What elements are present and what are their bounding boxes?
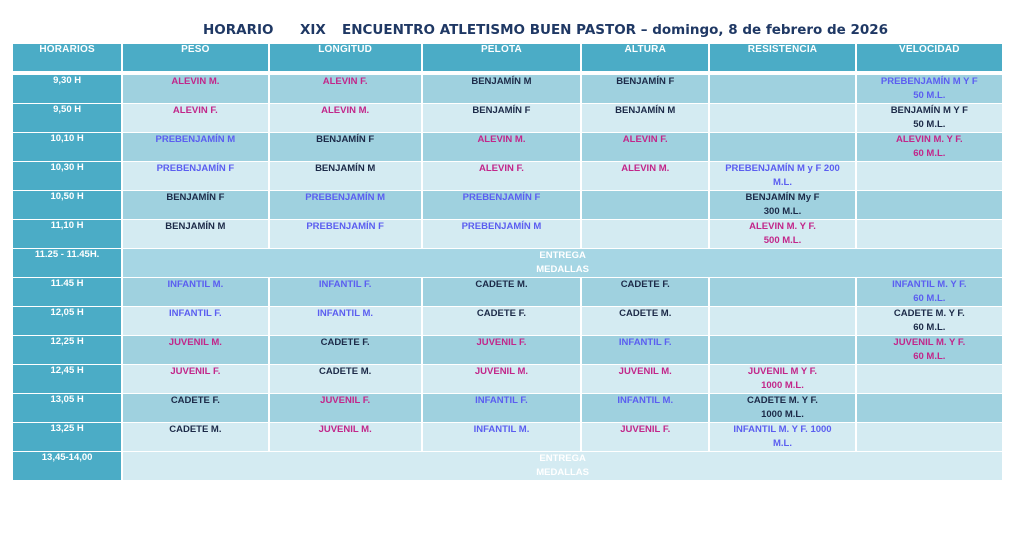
event-cell-peso: INFANTIL M. [123, 278, 267, 306]
event-cell-resistencia [710, 307, 854, 335]
schedule-row [13, 423, 1002, 451]
event-cell-altura: CADETE F. [582, 278, 708, 306]
event-cell-altura: INFANTIL M. [582, 394, 708, 422]
event-cell-altura [582, 191, 708, 219]
event-cell-peso: CADETE F. [123, 394, 267, 422]
schedule-row [13, 75, 1002, 103]
schedule-row [13, 307, 1002, 335]
event-cell-velocidad: CADETE M. Y F. 60 M.L. [857, 307, 1002, 335]
schedule-row [13, 336, 1002, 364]
event-cell-resistencia: BENJAMÍN My F 300 M.L. [710, 191, 854, 219]
header-pelota: PELOTA [423, 44, 580, 71]
time-slot: 13,25 H [13, 423, 121, 451]
time-slot: 13,45-14,00 [13, 452, 121, 480]
schedule-row [13, 452, 1002, 480]
event-cell-peso: INFANTIL F. [123, 307, 267, 335]
time-slot: 10,30 H [13, 162, 121, 190]
schedule-row [13, 162, 1002, 190]
event-cell-pelota: BENJAMÍN M [423, 75, 580, 103]
time-slot: 9,30 H [13, 75, 121, 103]
header-row [13, 44, 1002, 71]
event-cell-resistencia: JUVENIL M Y F. 1000 M.L. [710, 365, 854, 393]
event-cell-resistencia: PREBENJAMÍN M y F 200 M.L. [710, 162, 854, 190]
event-cell-altura: CADETE M. [582, 307, 708, 335]
event-cell-velocidad [857, 220, 1002, 248]
event-cell-pelota: BENJAMÍN F [423, 104, 580, 132]
title-event: ENCUENTRO ATLETISMO BUEN PASTOR – domingo, 8 de febrero de 2026 [342, 22, 889, 38]
header-gap [13, 72, 1002, 74]
time-slot: 10,10 H [13, 133, 121, 161]
event-cell-peso: JUVENIL M. [123, 336, 267, 364]
time-slot: 12,05 H [13, 307, 121, 335]
time-slot: 9,50 H [13, 104, 121, 132]
event-cell-longitud: ALEVIN F. [270, 75, 421, 103]
schedule-row [13, 220, 1002, 248]
event-cell-velocidad [857, 423, 1002, 451]
header-altura: ALTURA [582, 44, 708, 71]
event-cell-velocidad: PREBENJAMÍN M Y F 50 M.L. [857, 75, 1002, 103]
event-cell-altura [582, 220, 708, 248]
event-cell-longitud: JUVENIL F. [270, 394, 421, 422]
event-cell-resistencia: INFANTIL M. Y F. 1000 M.L. [710, 423, 854, 451]
event-cell-resistencia [710, 278, 854, 306]
title-horario: HORARIO [203, 22, 274, 38]
time-slot: 13,05 H [13, 394, 121, 422]
header-velocidad: VELOCIDAD [857, 44, 1002, 71]
event-cell-resistencia [710, 336, 854, 364]
event-cell-pelota: JUVENIL F. [423, 336, 580, 364]
header-horarios: HORARIOS [13, 44, 121, 71]
event-cell-peso: ALEVIN M. [123, 75, 267, 103]
time-slot: 11.45 H [13, 278, 121, 306]
event-cell-peso: BENJAMÍN F [123, 191, 267, 219]
page-title [0, 22, 1024, 42]
event-cell-longitud: INFANTIL M. [270, 307, 421, 335]
time-slot: 11,10 H [13, 220, 121, 248]
header-resistencia: RESISTENCIA [710, 44, 854, 71]
event-cell-peso: JUVENIL F. [123, 365, 267, 393]
event-cell-altura: JUVENIL F. [582, 423, 708, 451]
event-cell-pelota: CADETE M. [423, 278, 580, 306]
event-cell-altura: ALEVIN F. [582, 133, 708, 161]
event-cell-longitud: BENJAMÍN F [270, 133, 421, 161]
event-cell-resistencia [710, 133, 854, 161]
event-cell-resistencia [710, 75, 854, 103]
title-edition: XIX [300, 22, 326, 38]
event-cell-peso: PREBENJAMÍN F [123, 162, 267, 190]
event-cell-pelota: INFANTIL M. [423, 423, 580, 451]
event-cell-longitud: PREBENJAMÍN M [270, 191, 421, 219]
event-cell-altura: JUVENIL M. [582, 365, 708, 393]
event-cell-longitud: INFANTIL F. [270, 278, 421, 306]
schedule-table [11, 43, 1004, 481]
event-cell-velocidad [857, 394, 1002, 422]
schedule-row [13, 104, 1002, 132]
event-cell-peso: BENJAMÍN M [123, 220, 267, 248]
time-slot: 10,50 H [13, 191, 121, 219]
event-cell-velocidad [857, 162, 1002, 190]
event-cell-altura: BENJAMÍN M [582, 104, 708, 132]
event-cell-resistencia: ALEVIN M. Y F. 500 M.L. [710, 220, 854, 248]
event-cell-peso: PREBENJAMÍN M [123, 133, 267, 161]
time-slot: 12,25 H [13, 336, 121, 364]
event-cell-altura: BENJAMÍN F [582, 75, 708, 103]
time-slot: 11.25 - 11.45H. [13, 249, 121, 277]
medal-ceremony: ENTREGA MEDALLAS [123, 452, 1002, 480]
event-cell-longitud: PREBENJAMÍN F [270, 220, 421, 248]
schedule-row [13, 191, 1002, 219]
event-cell-velocidad: BENJAMÍN M Y F 50 M.L. [857, 104, 1002, 132]
event-cell-pelota: ALEVIN M. [423, 133, 580, 161]
schedule-row [13, 249, 1002, 277]
event-cell-longitud: BENJAMÍN M [270, 162, 421, 190]
event-cell-velocidad: JUVENIL M. Y F. 60 M.L. [857, 336, 1002, 364]
event-cell-altura: ALEVIN M. [582, 162, 708, 190]
medal-ceremony: ENTREGA MEDALLAS [123, 249, 1002, 277]
schedule-row [13, 278, 1002, 306]
event-cell-velocidad [857, 191, 1002, 219]
schedule-row [13, 365, 1002, 393]
event-cell-resistencia: CADETE M. Y F. 1000 M.L. [710, 394, 854, 422]
event-cell-peso: CADETE M. [123, 423, 267, 451]
event-cell-pelota: CADETE F. [423, 307, 580, 335]
event-cell-peso: ALEVIN F. [123, 104, 267, 132]
time-slot: 12,45 H [13, 365, 121, 393]
event-cell-longitud: CADETE F. [270, 336, 421, 364]
event-cell-longitud: JUVENIL M. [270, 423, 421, 451]
event-cell-velocidad: INFANTIL M. Y F. 60 M.L. [857, 278, 1002, 306]
event-cell-pelota: JUVENIL M. [423, 365, 580, 393]
event-cell-velocidad [857, 365, 1002, 393]
event-cell-longitud: ALEVIN M. [270, 104, 421, 132]
event-cell-velocidad: ALEVIN M. Y F. 60 M.L. [857, 133, 1002, 161]
schedule-row [13, 133, 1002, 161]
event-cell-longitud: CADETE M. [270, 365, 421, 393]
header-peso: PESO [123, 44, 267, 71]
event-cell-resistencia [710, 104, 854, 132]
schedule-row [13, 394, 1002, 422]
event-cell-pelota: INFANTIL F. [423, 394, 580, 422]
event-cell-pelota: PREBENJAMÍN M [423, 220, 580, 248]
header-longitud: LONGITUD [270, 44, 421, 71]
event-cell-pelota: PREBENJAMÍN F [423, 191, 580, 219]
event-cell-pelota: ALEVIN F. [423, 162, 580, 190]
event-cell-altura: INFANTIL F. [582, 336, 708, 364]
